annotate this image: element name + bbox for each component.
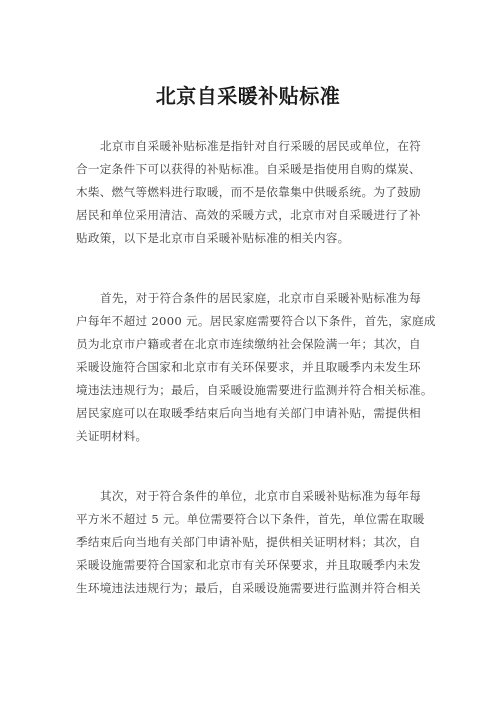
document-title: 北京自采暖补贴标准 [155, 84, 341, 108]
paragraph-2-line-3: 员为北京市户籍或者在北京市连续缴纳社会保险满一年；其次，自 [76, 337, 421, 351]
paragraph-3-line-3: 季结束后向当地有关部门申请补贴，提供相关证明材料；其次，自 [76, 535, 421, 549]
paragraph-2-line-6: 居民家庭可以在取暖季结束后向当地有关部门申请补贴，需提供相 [76, 406, 421, 420]
paragraph-2-line-5: 境违法违规行为；最后，自采暖设施需要进行监测并符合相关标准。 [76, 383, 433, 397]
paragraph-1-line-3: 木柴、燃气等燃料进行取暖，而不是依靠集中供暖系统。为了鼓励 [76, 185, 421, 199]
paragraph-1-line-4: 居民和单位采用清洁、高效的采暖方式，北京市对自采暖进行了补 [76, 208, 421, 222]
paragraph-3-line-4: 采暖设施需要符合国家和北京市有关环保要求，并且取暖季内未发 [76, 558, 421, 572]
paragraph-2-line-1: 首先，对于符合条件的居民家庭，北京市自采暖补贴标准为每 [100, 291, 422, 305]
paragraph-2-line-2: 户每年不超过 2000 元。居民家庭需要符合以下条件，首先，家庭成 [76, 314, 436, 328]
paragraph-1-line-1: 北京市自采暖补贴标准是指针对自行采暖的居民或单位，在符 [100, 139, 422, 153]
paragraph-1-line-2: 合一定条件下可以获得的补贴标准。自采暖是指使用自购的煤炭、 [76, 162, 421, 176]
paragraph-2-line-7: 关证明材料。 [76, 429, 148, 443]
paragraph-1-line-5: 贴政策，以下是北京市自采暖补贴标准的相关内容。 [76, 231, 350, 245]
paragraph-3-line-1: 其次，对于符合条件的单位，北京市自采暖补贴标准为每年每 [100, 489, 422, 503]
paragraph-2-line-4: 采暖设施符合国家和北京市有关环保要求，并且取暖季内未发生环 [76, 360, 421, 374]
paragraph-3-line-5: 生环境违法违规行为；最后，自采暖设施需要进行监测并符合相关 [76, 581, 421, 595]
paragraph-3-line-2: 平方米不超过 5 元。单位需要符合以下条件，首先，单位需在取暖 [76, 512, 425, 526]
